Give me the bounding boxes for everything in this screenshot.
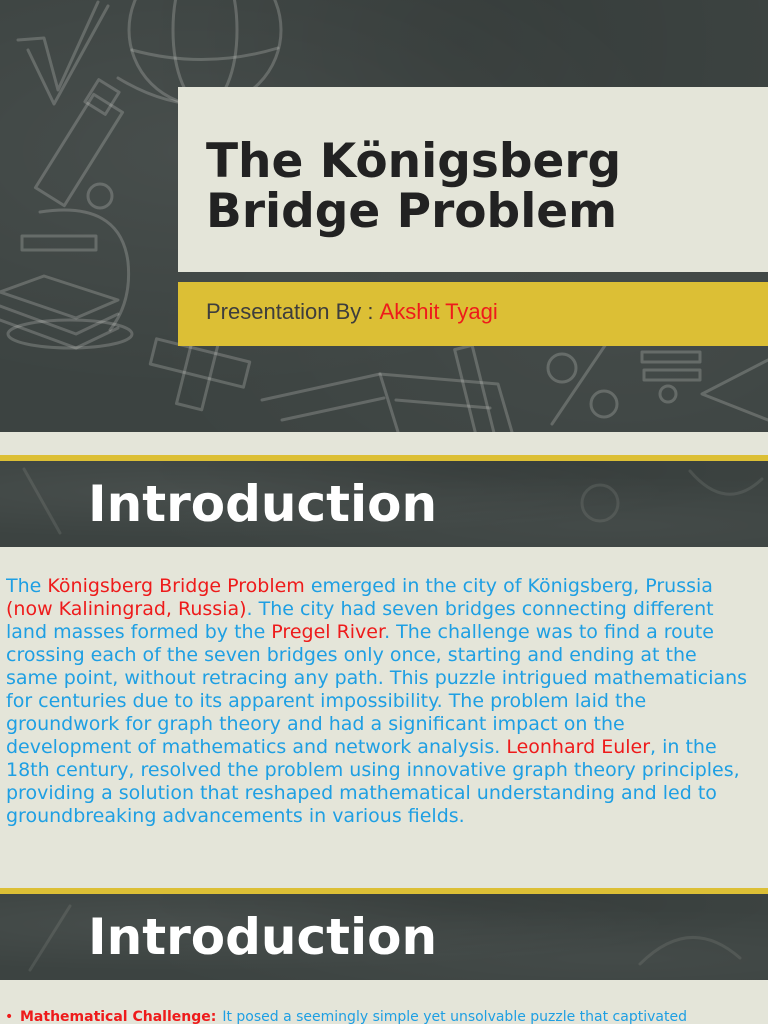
paragraph-line bbox=[6, 667, 766, 690]
paragraph-line bbox=[6, 621, 766, 644]
chalk-books-drawing bbox=[0, 276, 118, 348]
paragraph-line bbox=[6, 736, 766, 759]
chalk-ruler-drawing bbox=[455, 345, 496, 432]
slide-header-band bbox=[0, 894, 768, 980]
bullet-text: It posed a seemingly simple yet unsolvable puzzle that captivated bbox=[222, 1009, 687, 1024]
intro-paragraph bbox=[6, 575, 766, 828]
paragraph-text: groundwork for graph theory and had a significant impact on the bbox=[6, 713, 625, 735]
paragraph-text: land masses formed by the bbox=[6, 621, 272, 643]
chalk-equals-sign-drawing bbox=[642, 352, 700, 380]
paragraph-text: , in the bbox=[650, 736, 717, 758]
bullet-marker: • bbox=[5, 1009, 14, 1024]
paragraph-line bbox=[6, 644, 766, 667]
slide-heading: Introduction bbox=[88, 908, 438, 966]
paragraph-text: providing a solution that reshaped mathematical understanding and led to bbox=[6, 782, 717, 804]
chalk-dot-drawing bbox=[660, 386, 676, 402]
slide-heading: Introduction bbox=[88, 475, 438, 533]
paragraph-text: 18th century, resolved the problem using innovative graph theory principles, bbox=[6, 759, 740, 781]
chalk-triangle-drawing bbox=[702, 360, 768, 420]
highlighted-term: Pregel River bbox=[271, 621, 385, 643]
paragraph-line bbox=[6, 759, 766, 782]
slide-title bbox=[0, 0, 768, 432]
highlighted-term: Königsberg Bridge Problem bbox=[47, 575, 305, 597]
bullet-item bbox=[0, 1008, 768, 1024]
presentation-title: The Königsberg Bridge Problem bbox=[206, 134, 622, 239]
paragraph-line bbox=[6, 805, 766, 828]
paragraph-line bbox=[6, 690, 766, 713]
paragraph-line bbox=[6, 598, 766, 621]
paragraph-text: development of mathematics and network analysis. bbox=[6, 736, 507, 758]
paragraph-text: for centuries due to its apparent impossibility. The problem laid the bbox=[6, 690, 647, 712]
chalk-percent-sign-drawing bbox=[548, 344, 617, 424]
slide-introduction bbox=[0, 450, 768, 888]
slide-introduction-bullets bbox=[0, 888, 768, 1024]
chalk-microscope-drawing bbox=[8, 80, 132, 348]
byline-bar bbox=[178, 282, 768, 346]
paragraph-line bbox=[6, 575, 766, 598]
byline-label: Presentation By : bbox=[206, 299, 374, 324]
paragraph-line bbox=[6, 713, 766, 736]
bullet-label: Mathematical Challenge: bbox=[20, 1009, 217, 1024]
paragraph-text: The bbox=[6, 575, 48, 597]
paragraph-text: . The city had seven bridges connecting different bbox=[246, 598, 714, 620]
paragraph-text: groundbreaking advancements in various fields. bbox=[6, 805, 465, 827]
highlighted-term: (now Kaliningrad, Russia) bbox=[6, 598, 247, 620]
paragraph-text: same point, without retracing any path. This puzzle intrigued mathematicians bbox=[6, 667, 748, 689]
slide-header-band bbox=[0, 461, 768, 547]
byline-author: Akshit Tyagi bbox=[379, 299, 498, 324]
paragraph-text: crossing each of the seven bridges only once, starting and ending at the bbox=[6, 644, 697, 666]
title-panel bbox=[178, 87, 768, 272]
paragraph-line bbox=[6, 782, 766, 805]
paragraph-text: emerged in the city of Königsberg, Prussia bbox=[304, 575, 713, 597]
highlighted-term: Leonhard Euler bbox=[506, 736, 651, 758]
paragraph-text: . The challenge was to find a route bbox=[384, 621, 714, 643]
